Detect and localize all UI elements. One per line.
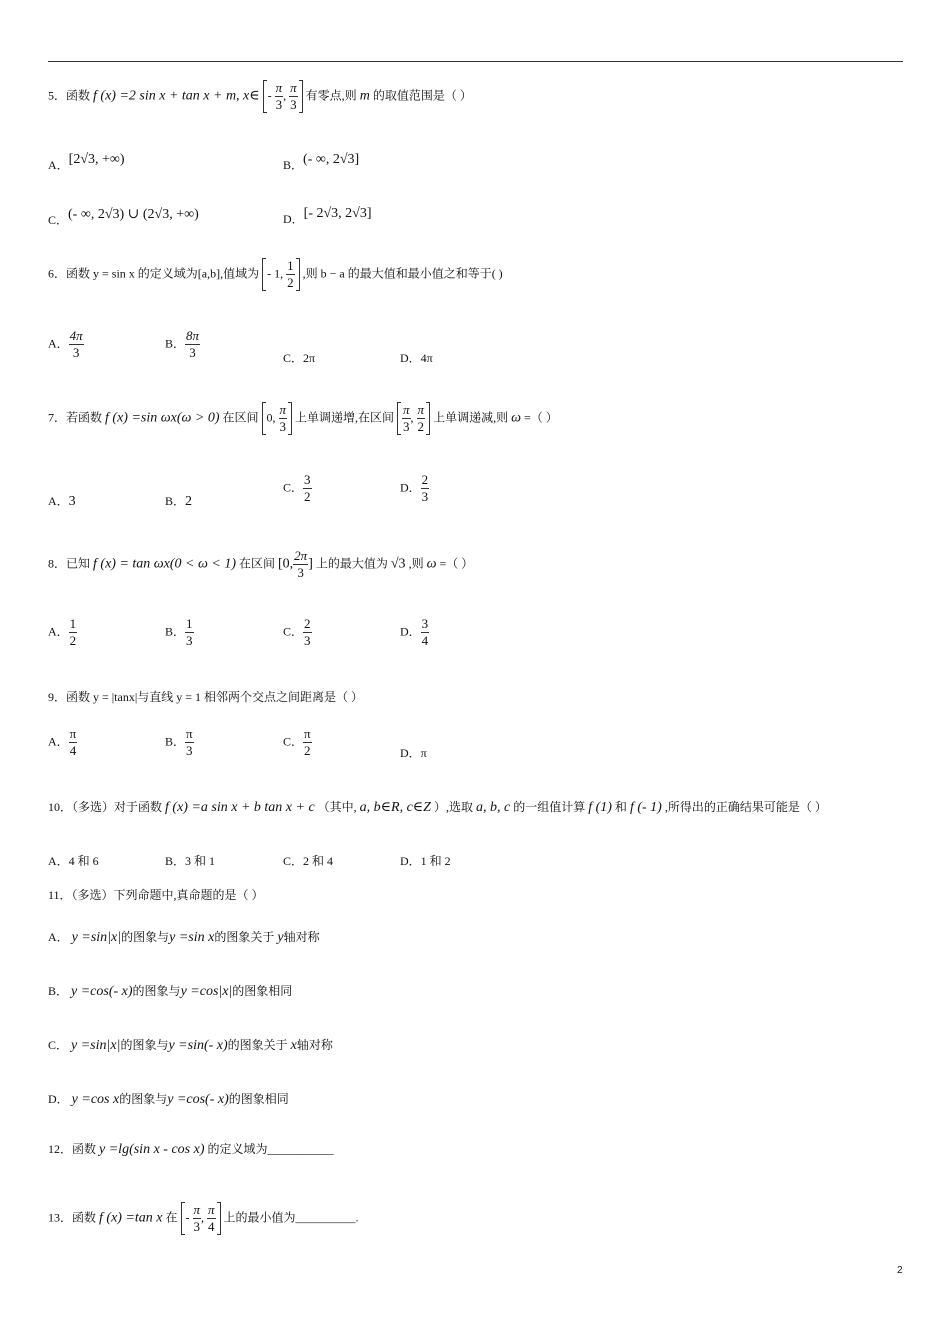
q8-option-b[interactable]: B． $\frac{1}{3}$ — [165, 616, 193, 648]
question-8: 8．已知 f (x) = tan ωx(0 < ω < 1) 在区间 [0, $\frac{2\pi}{3}$ ] 上的最大值为 √3 ,则 ω =（ ） — [48, 548, 474, 580]
q9-option-d[interactable]: D．π — [400, 746, 427, 760]
q5-suffix: 有零点,则 — [305, 88, 357, 103]
q7-option-c[interactable]: C． $\frac{3}{2}$ — [283, 472, 311, 504]
q6-option-c[interactable]: C．2π — [283, 351, 316, 365]
q9-option-c[interactable]: C． $\frac{\pi}{2}$ — [283, 726, 311, 758]
q12-answer-blank: 的定义域为___________ — [207, 1142, 334, 1156]
q8-option-c[interactable]: C． $\frac{2}{3}$ — [283, 616, 311, 648]
question-10: 10．（多选）对于函数 f (x) =a sin x + b tan x + c （其中, a, b∈R, c∈Z ）,选取 a, b, c 的一组值计算 f (1) 和 f (- 1) ,所得出的正确结果可能是（ ） — [48, 800, 827, 815]
q6-option-b[interactable]: B． $\frac{8\pi}{3}$ — [165, 328, 200, 360]
q11-option-d[interactable]: D． y =cos x的图象与y =cos(- x)的图象相同 — [48, 1092, 289, 1107]
q5-prefix: 5．函数 — [48, 88, 91, 103]
q10-option-b[interactable]: B．3 和 1 — [165, 854, 216, 868]
question-6: 6．函数 y = sin x 的定义域为[a,b],值域为 - 1, $\frac{1}{2}$ ,则 b − a 的最大值和最小值之和等于( ) — [48, 258, 503, 290]
q7-interval-2: $\frac{\pi}{3}$ , $\frac{\pi}{2}$ — [397, 402, 430, 435]
question-13: 13．函数 f (x) =tan x 在 - $\frac{\pi}{3}$ , $\frac{\pi}{4}$ 上的最小值为__________. — [48, 1202, 359, 1234]
question-11: 11．（多选）下列命题中,真命题的是（ ） — [48, 888, 264, 902]
q7-option-a[interactable]: A．3 — [48, 494, 76, 509]
question-7: 7．若函数 f (x) =sin ωx(ω > 0) 在区间 0, $\frac{\pi}{3}$ 上单调递增,在区间 $\frac{\pi}{3}$ , $\frac{\pi}{2}$ 上单调递减,则 ω =（ ） — [48, 402, 558, 434]
question-12: 12．函数 y =lg(sin x - cos x) 的定义域为___________ — [48, 1142, 334, 1157]
q6-option-a[interactable]: A． $\frac{4\pi}{3}$ — [48, 328, 83, 360]
q9-option-a[interactable]: A． $\frac{\pi}{4}$ — [48, 726, 77, 758]
q10-formula: f (x) =a sin x + b tan x + c — [165, 800, 315, 815]
page-number: 2 — [897, 1265, 903, 1276]
q8-formula: f (x) = tan ωx(0 < ω < 1) — [93, 556, 236, 572]
q6-interval: - 1, $\frac{1}{2}$ — [262, 258, 300, 291]
q12-formula: y =lg(sin x - cos x) — [99, 1142, 205, 1157]
q10-option-d[interactable]: D．1 和 2 — [400, 854, 451, 868]
q13-formula: f (x) =tan x — [99, 1210, 163, 1226]
q7-interval-1: 0, $\frac{\pi}{3}$ — [262, 402, 293, 435]
q9-option-b[interactable]: B． $\frac{\pi}{3}$ — [165, 726, 193, 758]
q5-option-a[interactable]: A．[2√3, +∞) — [48, 152, 125, 172]
header-rule — [48, 61, 903, 62]
q11-option-c[interactable]: C． y =sin|x|的图象与y =sin(- x)的图象关于 x轴对称 — [48, 1038, 333, 1053]
q10-option-c[interactable]: C．2 和 4 — [283, 854, 334, 868]
question-9: 9．函数 y = |tanx|与直线 y = 1 相邻两个交点之间距离是（ ） — [48, 690, 364, 704]
q5-option-b[interactable]: B．(- ∞, 2√3] — [283, 152, 360, 172]
q10-option-a[interactable]: A．4 和 6 — [48, 854, 99, 868]
q5-option-d[interactable]: D．[- 2√3, 2√3] — [283, 206, 372, 226]
question-5: 5．函数 f (x) =2 sin x + tan x + m, x∈ - $\frac{\pi}{3}$ , $\frac{\pi}{3}$ 有零点,则 m 的取值范围是（ ） — [48, 80, 472, 112]
q5-option-c[interactable]: C．(- ∞, 2√3) ∪ (2√3, +∞) — [48, 207, 199, 227]
q7-formula: f (x) =sin ωx(ω > 0) — [105, 410, 220, 426]
q7-option-d[interactable]: D． $\frac{2}{3}$ — [400, 472, 429, 504]
q6-option-d[interactable]: D．4π — [400, 351, 433, 365]
q8-option-a[interactable]: A． $\frac{1}{2}$ — [48, 616, 77, 648]
q13-interval: - $\frac{\pi}{3}$ , $\frac{\pi}{4}$ — [181, 1202, 221, 1235]
q8-option-d[interactable]: D． $\frac{3}{4}$ — [400, 616, 429, 648]
q5-interval: - $\frac{\pi}{3}$ , $\frac{\pi}{3}$ — [263, 80, 303, 113]
q11-option-b[interactable]: B． y =cos(- x)的图象与y =cos|x|的图象相同 — [48, 984, 293, 999]
q7-option-b[interactable]: B．2 — [165, 494, 193, 509]
q11-option-a[interactable]: A． y =sin|x|的图象与y =sin x的图象关于 y轴对称 — [48, 930, 320, 945]
q5-formula: f (x) =2 sin x + tan x + m, x∈ — [93, 88, 260, 104]
q13-answer-blank: 上的最小值为__________. — [223, 1210, 359, 1225]
